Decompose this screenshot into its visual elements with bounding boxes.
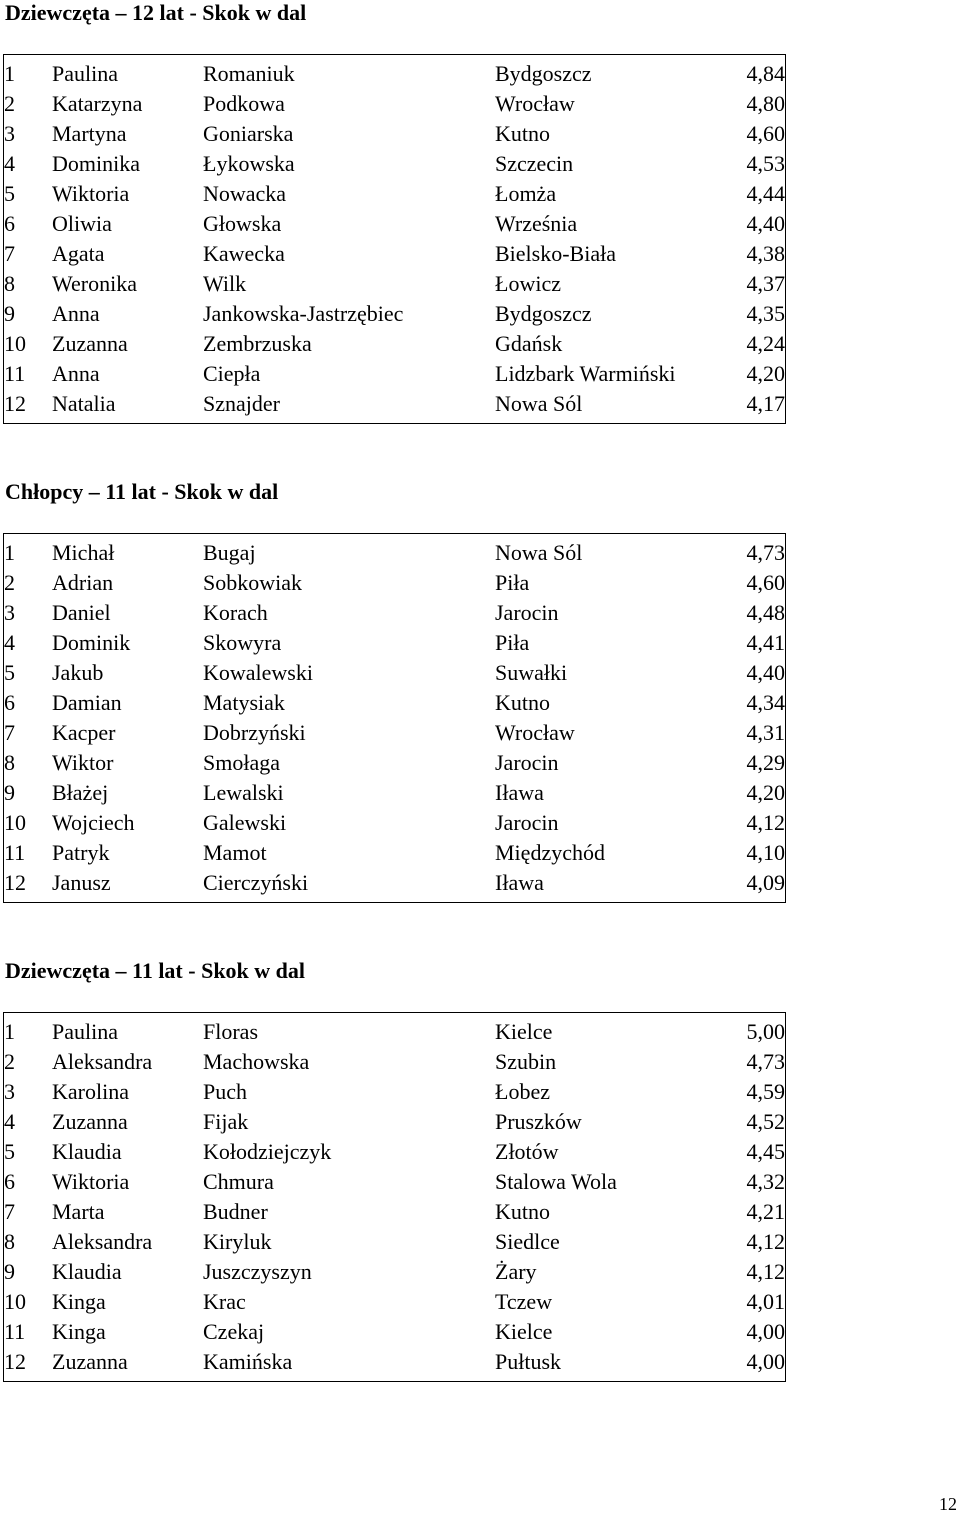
first-name-cell: Anna: [52, 361, 100, 386]
rank-cell: 12: [4, 391, 26, 416]
rank-cell: 2: [4, 570, 15, 595]
rank-cell: 2: [4, 1049, 15, 1074]
rank-cell: 10: [4, 331, 26, 356]
rank-cell: 5: [4, 1139, 15, 1164]
result-cell: 4,20: [746, 780, 785, 805]
last-name-cell: Ciepła: [203, 361, 261, 386]
city-cell: Łowicz: [495, 271, 561, 296]
city-cell: Wrocław: [495, 91, 575, 116]
last-name-cell: Jankowska-Jastrzębiec: [203, 301, 404, 326]
first-name-cell: Wiktor: [52, 750, 114, 775]
last-name-cell: Puch: [203, 1079, 247, 1104]
result-cell: 4,09: [746, 870, 785, 895]
result-cell: 4,31: [746, 720, 785, 745]
table-row: [4, 778, 786, 808]
table-row: [4, 299, 786, 329]
result-cell: 4,60: [746, 570, 785, 595]
result-cell: 4,37: [746, 271, 785, 296]
city-cell: Stalowa Wola: [495, 1169, 617, 1194]
last-name-cell: Czekaj: [203, 1319, 265, 1344]
first-name-cell: Kacper: [52, 720, 116, 745]
result-cell: 4,84: [746, 61, 785, 86]
result-cell: 4,73: [746, 1049, 785, 1074]
last-name-cell: Bugaj: [203, 540, 256, 565]
result-cell: 4,40: [746, 211, 785, 236]
table-row: [4, 808, 786, 838]
city-cell: Bielsko-Biała: [495, 241, 616, 266]
result-cell: 4,41: [746, 630, 785, 655]
rank-cell: 1: [4, 1019, 15, 1044]
results-table: [3, 1012, 786, 1382]
first-name-cell: Janusz: [52, 870, 111, 895]
table-row: [4, 1077, 786, 1107]
rank-cell: 5: [4, 660, 15, 685]
city-cell: Kutno: [495, 690, 550, 715]
result-cell: 4,10: [746, 840, 785, 865]
result-cell: 4,40: [746, 660, 785, 685]
rank-cell: 6: [4, 690, 15, 715]
result-cell: 4,00: [746, 1349, 785, 1374]
table-row: [4, 89, 786, 119]
first-name-cell: Oliwia: [52, 211, 112, 236]
city-cell: Wrocław: [495, 720, 575, 745]
table-row: [4, 149, 786, 179]
first-name-cell: Dominika: [52, 151, 140, 176]
city-cell: Gdańsk: [495, 331, 563, 356]
city-cell: Piła: [495, 570, 530, 595]
city-cell: Bydgoszcz: [495, 61, 592, 86]
rank-cell: 10: [4, 810, 26, 835]
rank-cell: 6: [4, 211, 15, 236]
last-name-cell: Floras: [203, 1019, 258, 1044]
rank-cell: 4: [4, 1109, 15, 1134]
result-cell: 4,38: [746, 241, 785, 266]
rank-cell: 7: [4, 241, 15, 266]
last-name-cell: Fijak: [203, 1109, 249, 1134]
table-row: [4, 688, 786, 718]
results-table: [3, 54, 786, 424]
result-cell: 4,17: [746, 391, 785, 416]
last-name-cell: Kawecka: [203, 241, 285, 266]
result-cell: 4,12: [746, 1259, 785, 1284]
table-row: [4, 1047, 786, 1077]
city-cell: Międzychód: [495, 840, 605, 865]
table-row: [4, 179, 786, 209]
last-name-cell: Głowska: [203, 211, 282, 236]
city-cell: Jarocin: [495, 750, 559, 775]
first-name-cell: Anna: [52, 301, 100, 326]
city-cell: Pułtusk: [495, 1349, 562, 1374]
section-heading: Chłopcy – 11 lat - Skok w dal: [5, 479, 279, 504]
table-row: [4, 1317, 786, 1347]
city-cell: Żary: [495, 1259, 537, 1284]
rank-cell: 5: [4, 181, 15, 206]
last-name-cell: Kołodziejczyk: [203, 1139, 332, 1164]
last-name-cell: Lewalski: [203, 780, 284, 805]
last-name-cell: Matysiak: [203, 690, 285, 715]
city-cell: Iława: [495, 780, 544, 805]
first-name-cell: Dominik: [52, 630, 131, 655]
city-cell: Nowa Sól: [495, 540, 583, 565]
table-row: [4, 628, 786, 658]
rank-cell: 9: [4, 1259, 15, 1284]
table-row: [4, 1107, 786, 1137]
table-row: [4, 868, 786, 903]
city-cell: Września: [495, 211, 578, 236]
table-row: [4, 269, 786, 299]
last-name-cell: Skowyra: [203, 630, 282, 655]
last-name-cell: Machowska: [203, 1049, 310, 1074]
table-row: [4, 329, 786, 359]
city-cell: Bydgoszcz: [495, 301, 592, 326]
last-name-cell: Chmura: [203, 1169, 274, 1194]
first-name-cell: Adrian: [52, 570, 114, 595]
last-name-cell: Kiryluk: [203, 1229, 272, 1254]
first-name-cell: Paulina: [52, 61, 118, 86]
table-row: [4, 838, 786, 868]
first-name-cell: Patryk: [52, 840, 110, 865]
first-name-cell: Damian: [52, 690, 122, 715]
first-name-cell: Aleksandra: [52, 1049, 153, 1074]
first-name-cell: Marta: [52, 1199, 105, 1224]
rank-cell: 3: [4, 600, 15, 625]
last-name-cell: Kamińska: [203, 1349, 293, 1374]
result-cell: 4,80: [746, 91, 785, 116]
rank-cell: 12: [4, 1349, 26, 1374]
city-cell: Pruszków: [495, 1109, 582, 1134]
last-name-cell: Romaniuk: [203, 61, 295, 86]
result-cell: 4,59: [746, 1079, 785, 1104]
table-row: [4, 389, 786, 424]
last-name-cell: Sznajder: [203, 391, 280, 416]
result-cell: 4,20: [746, 361, 785, 386]
rank-cell: 7: [4, 1199, 15, 1224]
city-cell: Suwałki: [495, 660, 568, 685]
rank-cell: 8: [4, 750, 15, 775]
result-cell: 4,35: [746, 301, 785, 326]
result-cell: 4,24: [746, 331, 785, 356]
result-cell: 4,52: [746, 1109, 785, 1134]
last-name-cell: Kowalewski: [203, 660, 313, 685]
table-row: [4, 1013, 786, 1048]
rank-cell: 7: [4, 720, 15, 745]
results-table: [3, 533, 786, 903]
last-name-cell: Korach: [203, 600, 268, 625]
page-number: 12: [939, 1494, 957, 1514]
last-name-cell: Goniarska: [203, 121, 294, 146]
rank-cell: 4: [4, 630, 15, 655]
result-cell: 4,60: [746, 121, 785, 146]
city-cell: Łomża: [495, 181, 557, 206]
city-cell: Kutno: [495, 121, 550, 146]
table-row: [4, 359, 786, 389]
rank-cell: 9: [4, 301, 15, 326]
result-cell: 4,73: [746, 540, 785, 565]
city-cell: Tczew: [495, 1289, 553, 1314]
first-name-cell: Natalia: [52, 391, 116, 416]
first-name-cell: Martyna: [52, 121, 127, 146]
city-cell: Iława: [495, 870, 544, 895]
first-name-cell: Wiktoria: [52, 1169, 130, 1194]
table-row: [4, 1227, 786, 1257]
table-row: [4, 209, 786, 239]
rank-cell: 6: [4, 1169, 15, 1194]
rank-cell: 1: [4, 540, 15, 565]
city-cell: Jarocin: [495, 600, 559, 625]
last-name-cell: Smołaga: [203, 750, 280, 775]
city-cell: Szubin: [495, 1049, 557, 1074]
last-name-cell: Zembrzuska: [203, 331, 312, 356]
last-name-cell: Sobkowiak: [203, 570, 302, 595]
table-row: [4, 1287, 786, 1317]
first-name-cell: Aleksandra: [52, 1229, 153, 1254]
city-cell: Kielce: [495, 1319, 553, 1344]
last-name-cell: Łykowska: [203, 151, 295, 176]
result-cell: 4,21: [746, 1199, 785, 1224]
last-name-cell: Nowacka: [203, 181, 287, 206]
last-name-cell: Dobrzyński: [203, 720, 306, 745]
first-name-cell: Weronika: [52, 271, 137, 296]
result-cell: 4,44: [746, 181, 785, 206]
table-row: [4, 55, 786, 90]
table-row: [4, 1197, 786, 1227]
first-name-cell: Zuzanna: [52, 1109, 128, 1134]
table-row: [4, 239, 786, 269]
rank-cell: 11: [4, 361, 26, 386]
section-heading: Dziewczęta – 11 lat - Skok w dal: [5, 958, 306, 983]
first-name-cell: Agata: [52, 241, 105, 266]
rank-cell: 10: [4, 1289, 26, 1314]
last-name-cell: Mamot: [203, 840, 267, 865]
first-name-cell: Klaudia: [52, 1139, 122, 1164]
city-cell: Nowa Sól: [495, 391, 583, 416]
last-name-cell: Budner: [203, 1199, 268, 1224]
rank-cell: 9: [4, 780, 15, 805]
rank-cell: 3: [4, 1079, 15, 1104]
last-name-cell: Juszczyszyn: [203, 1259, 312, 1284]
first-name-cell: Zuzanna: [52, 331, 128, 356]
table-row: [4, 534, 786, 569]
result-cell: 4,34: [746, 690, 785, 715]
last-name-cell: Podkowa: [203, 91, 285, 116]
first-name-cell: Kinga: [52, 1319, 106, 1344]
result-cell: 4,32: [746, 1169, 785, 1194]
rank-cell: 4: [4, 151, 15, 176]
first-name-cell: Zuzanna: [52, 1349, 128, 1374]
result-cell: 4,48: [746, 600, 785, 625]
city-cell: Łobez: [495, 1079, 550, 1104]
first-name-cell: Jakub: [52, 660, 104, 685]
section-heading: Dziewczęta – 12 lat - Skok w dal: [5, 0, 307, 25]
rank-cell: 11: [4, 840, 26, 865]
first-name-cell: Kinga: [52, 1289, 106, 1314]
first-name-cell: Paulina: [52, 1019, 118, 1044]
table-row: [4, 1257, 786, 1287]
result-cell: 4,00: [746, 1319, 785, 1344]
result-cell: 4,12: [746, 1229, 785, 1254]
rank-cell: 11: [4, 1319, 26, 1344]
table-row: [4, 658, 786, 688]
rank-cell: 8: [4, 271, 15, 296]
last-name-cell: Krac: [203, 1289, 246, 1314]
city-cell: Złotów: [495, 1139, 559, 1164]
table-row: [4, 748, 786, 778]
rank-cell: 3: [4, 121, 15, 146]
first-name-cell: Daniel: [52, 600, 111, 625]
table-row: [4, 1167, 786, 1197]
rank-cell: 1: [4, 61, 15, 86]
rank-cell: 2: [4, 91, 15, 116]
city-cell: Lidzbark Warmiński: [495, 361, 676, 386]
city-cell: Jarocin: [495, 810, 559, 835]
table-row: [4, 1137, 786, 1167]
rank-cell: 12: [4, 870, 26, 895]
city-cell: Kielce: [495, 1019, 553, 1044]
first-name-cell: Katarzyna: [52, 91, 143, 116]
result-cell: 4,45: [746, 1139, 785, 1164]
table-row: [4, 718, 786, 748]
result-cell: 4,12: [746, 810, 785, 835]
table-row: [4, 568, 786, 598]
first-name-cell: Michał: [52, 540, 115, 565]
first-name-cell: Wiktoria: [52, 181, 130, 206]
first-name-cell: Błażej: [52, 780, 109, 805]
city-cell: Szczecin: [495, 151, 574, 176]
first-name-cell: Klaudia: [52, 1259, 122, 1284]
last-name-cell: Cierczyński: [203, 870, 309, 895]
result-cell: 5,00: [746, 1019, 785, 1044]
last-name-cell: Galewski: [203, 810, 287, 835]
result-cell: 4,53: [746, 151, 785, 176]
table-row: [4, 119, 786, 149]
result-cell: 4,01: [746, 1289, 785, 1314]
last-name-cell: Wilk: [203, 271, 247, 296]
city-cell: Siedlce: [495, 1229, 560, 1254]
city-cell: Piła: [495, 630, 530, 655]
table-row: [4, 1347, 786, 1382]
city-cell: Kutno: [495, 1199, 550, 1224]
rank-cell: 8: [4, 1229, 15, 1254]
table-row: [4, 598, 786, 628]
first-name-cell: Wojciech: [52, 810, 135, 835]
result-cell: 4,29: [746, 750, 785, 775]
first-name-cell: Karolina: [52, 1079, 129, 1104]
